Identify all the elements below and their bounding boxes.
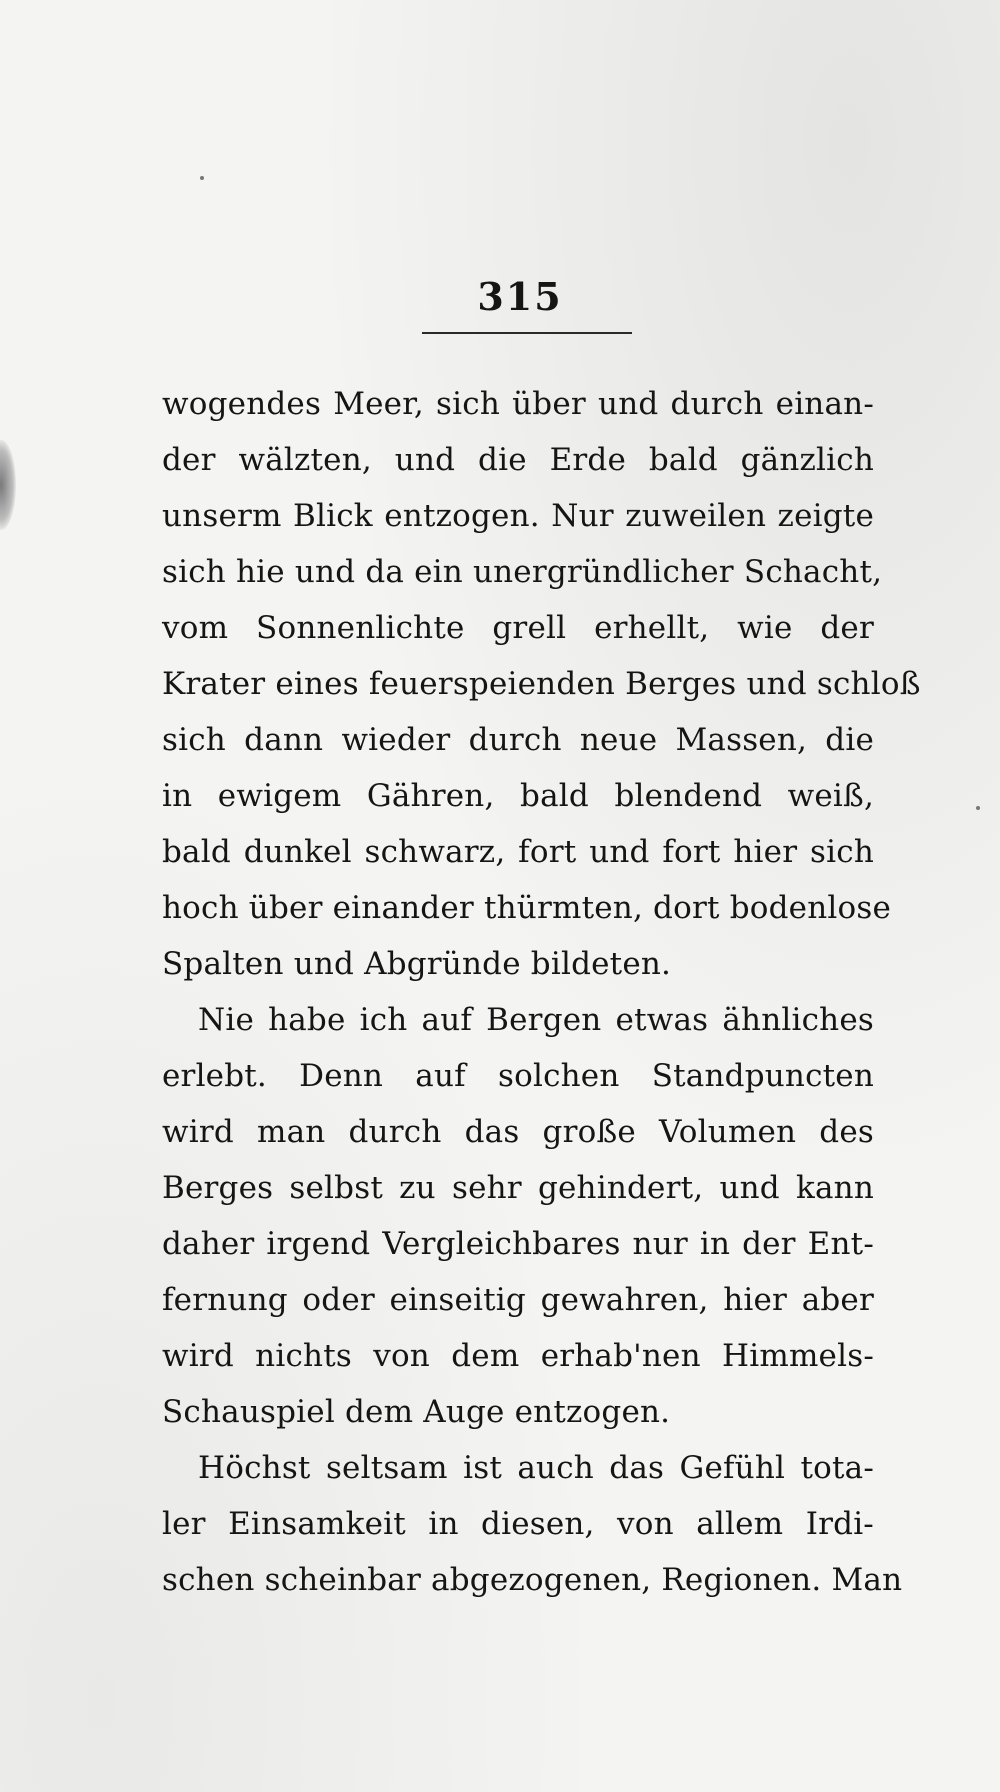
page-number: 315 bbox=[477, 274, 563, 319]
paper-speck bbox=[976, 806, 980, 810]
text-line: sich hie und da ein unergründlicher Schacht, bbox=[162, 554, 883, 590]
text-line: Krater eines feuerspeienden Berges und schloß bbox=[162, 666, 921, 702]
text-line: Schauspiel dem Auge entzogen. bbox=[162, 1394, 671, 1430]
text-line: schen scheinbar abgezogenen, Regionen. Man bbox=[162, 1562, 903, 1598]
text-line: in ewigem Gähren, bald blendend weiß, bbox=[162, 778, 874, 814]
header-rule bbox=[422, 332, 632, 334]
text-line: wogendes Meer, sich über und durch einan- bbox=[162, 386, 874, 422]
text-line: der wälzten, und die Erde bald gänzlich bbox=[162, 442, 874, 478]
body-text bbox=[162, 376, 921, 1608]
text-line: vom Sonnenlichte grell erhellt, wie der bbox=[162, 610, 874, 646]
text-line: daher irgend Vergleichbares nur in der Ent- bbox=[162, 1226, 874, 1262]
text-line: Höchst seltsam ist auch das Gefühl tota- bbox=[198, 1450, 874, 1486]
text-line: bald dunkel schwarz, fort und fort hier sich bbox=[162, 834, 874, 870]
paper-speck bbox=[200, 176, 204, 180]
page-edge-stain bbox=[0, 440, 16, 530]
text-line: wird nichts von dem erhab'nen Himmels- bbox=[162, 1338, 874, 1374]
text-line: wird man durch das große Volumen des bbox=[162, 1114, 874, 1150]
text-line: erlebt. Denn auf solchen Standpuncten bbox=[162, 1058, 874, 1094]
text-line: ler Einsamkeit in diesen, von allem Irdi- bbox=[162, 1506, 874, 1542]
text-line: sich dann wieder durch neue Massen, die bbox=[162, 722, 874, 758]
text-line: Berges selbst zu sehr gehindert, und kann bbox=[162, 1170, 874, 1206]
text-line: unserm Blick entzogen. Nur zuweilen zeigte bbox=[162, 498, 874, 534]
text-line: Spalten und Abgründe bildeten. bbox=[162, 946, 672, 982]
text-line: hoch über einander thürmten, dort bodenlose bbox=[162, 890, 891, 926]
text-line: fernung oder einseitig gewahren, hier aber bbox=[162, 1282, 874, 1318]
text-line: Nie habe ich auf Bergen etwas ähnliches bbox=[198, 1002, 874, 1038]
